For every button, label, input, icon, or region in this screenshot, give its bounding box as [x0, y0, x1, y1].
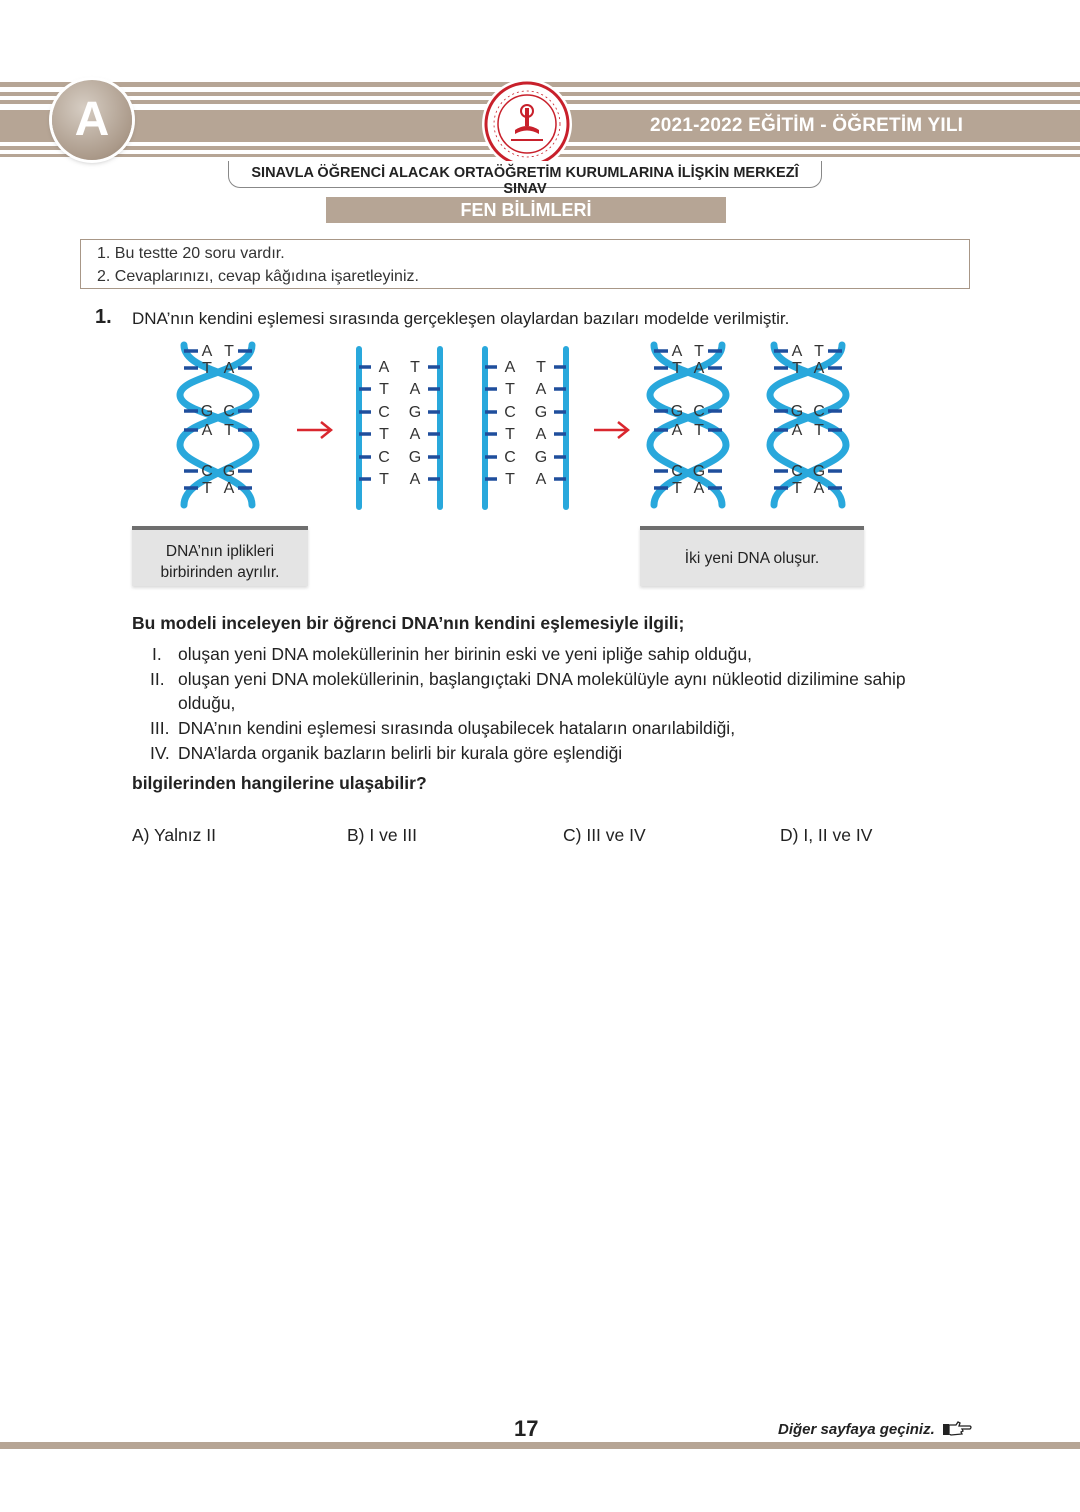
- subject-title: FEN BİLİMLERİ: [460, 200, 592, 220]
- strand-1-base-0: A: [378, 359, 390, 376]
- question-closing: bilgilerinden hangilerine ulaşabilir?: [132, 773, 427, 793]
- item-text-3: DNA’nın kendini eşlemesi sırasında oluşabilecek hataların onarılabildiği,: [178, 718, 736, 738]
- strand-2-base-5: A: [409, 471, 421, 488]
- booklet-letter-badge: [52, 80, 132, 160]
- exam-title-box: [228, 161, 822, 197]
- strand-1-base-5: T: [379, 471, 389, 488]
- strand-4-base-3: A: [535, 426, 547, 443]
- label-left-line1: DNA’nın iplikleri: [165, 543, 275, 560]
- helix-1-base-left-1: T: [202, 360, 212, 377]
- item-text-1: oluşan yeni DNA moleküllerinin her birinin eski ve yeni ipliğe sahip olduğu,: [178, 644, 752, 664]
- helix-3-base-right-2: C: [813, 403, 825, 420]
- instruction-2: 2. Cevaplarınızı, cevap kâğıdına işaretleyiniz.: [97, 268, 419, 285]
- helix-2-base-left-0: A: [671, 343, 683, 360]
- strand-4-base-0: T: [536, 359, 546, 376]
- helix-2-base-left-5: T: [672, 480, 682, 497]
- helix-3-base-left-2: G: [790, 403, 804, 420]
- strand-1-base-1: T: [379, 381, 389, 398]
- helix-2-base-right-1: A: [693, 360, 705, 377]
- school-year: 2021-2022 EĞİTİM - ÖĞRETİM YILI: [650, 115, 964, 136]
- helix-3-base-left-1: T: [792, 360, 802, 377]
- next-page-note: [778, 1421, 972, 1438]
- helix-1-base-left-4: C: [201, 463, 213, 480]
- helix-2-base-left-4: C: [671, 463, 683, 480]
- helix-1-base-left-3: A: [201, 422, 213, 439]
- strand-4-base-2: G: [534, 404, 548, 421]
- option-c[interactable]: C) III ve IV: [563, 825, 646, 845]
- option-a[interactable]: A) Yalnız II: [132, 825, 216, 845]
- strand-2-base-1: A: [409, 381, 421, 398]
- label-left-line2: birbirinden ayrılır.: [160, 564, 280, 581]
- strand-3-base-0: A: [504, 359, 516, 376]
- helix-3-base-right-4: G: [812, 463, 826, 480]
- strand-1-base-4: C: [378, 449, 390, 466]
- subject-banner: [326, 197, 726, 223]
- strand-3-base-5: T: [505, 471, 515, 488]
- next-page-text: Diğer sayfaya geçiniz.: [778, 1421, 935, 1438]
- helix-2-base-right-4: G: [692, 463, 706, 480]
- ministry-logo: [481, 78, 573, 170]
- question-number: 1.: [95, 306, 112, 328]
- strand-1-base-2: C: [378, 404, 390, 421]
- question-text: DNA’nın kendini eşlemesi sırasında gerçekleşen olaylardan bazıları modelde verilmiştir.: [132, 309, 790, 328]
- item-text-2b: olduğu,: [178, 693, 236, 713]
- helix-2-base-right-0: T: [694, 343, 704, 360]
- strand-2-base-3: A: [409, 426, 421, 443]
- helix-2-base-left-3: A: [671, 422, 683, 439]
- strand-3-base-2: C: [504, 404, 516, 421]
- strand-2-base-4: G: [408, 449, 422, 466]
- helix-1-base-right-2: C: [223, 403, 235, 420]
- helix-3-base-left-4: C: [791, 463, 803, 480]
- option-b[interactable]: B) I ve III: [347, 825, 418, 845]
- helix-3-base-right-3: T: [814, 422, 824, 439]
- strand-4-base-1: A: [535, 381, 547, 398]
- footer-band: [0, 1442, 1080, 1449]
- option-d[interactable]: D) I, II ve IV: [780, 825, 873, 845]
- item-num-3: III.: [150, 718, 170, 738]
- label-right: İki yeni DNA oluşur.: [684, 550, 820, 567]
- helix-3-base-left-3: A: [791, 422, 803, 439]
- helix-1-base-right-1: A: [223, 360, 235, 377]
- strand-4-base-4: G: [534, 449, 548, 466]
- strand-2-base-2: G: [408, 404, 422, 421]
- helix-1-base-right-5: A: [223, 480, 235, 497]
- helix-2-base-right-5: A: [693, 480, 705, 497]
- strand-3-base-3: T: [505, 426, 515, 443]
- strand-4-base-5: A: [535, 471, 547, 488]
- item-text-2: oluşan yeni DNA moleküllerinin, başlangıçtaki DNA molekülüyle aynı nükleotid dizilimine sahip: [178, 669, 906, 689]
- helix-1-base-left-2: G: [200, 403, 214, 420]
- booklet-letter: A: [74, 93, 110, 146]
- helix-3-base-right-5: A: [813, 480, 825, 497]
- dna-replication-diagram: [140, 335, 880, 520]
- helix-3-base-right-0: T: [814, 343, 824, 360]
- exam-title: SINAVLA ÖĞRENCİ ALACAK ORTAÖĞRETİM KURUMLARINA İLİŞKİN MERKEZÎ SINAV: [251, 165, 799, 197]
- question-stem: Bu modeli inceleyen bir öğrenci DNA’nın kendini eşlemesiyle ilgili;: [132, 613, 685, 633]
- strand-3-base-4: C: [504, 449, 516, 466]
- pointing-hand-icon: [942, 1421, 972, 1437]
- helix-2-base-left-1: T: [672, 360, 682, 377]
- helix-2-base-left-2: G: [670, 403, 684, 420]
- helix-1-base-right-4: G: [222, 463, 236, 480]
- helix-1-base-left-5: T: [202, 480, 212, 497]
- strand-2-base-0: T: [410, 359, 420, 376]
- helix-1-base-right-0: T: [224, 343, 234, 360]
- helix-2-base-right-2: C: [693, 403, 705, 420]
- helix-3-base-right-1: A: [813, 360, 825, 377]
- item-text-4: DNA’larda organik bazların belirli bir kurala göre eşlendiği: [178, 743, 623, 763]
- item-num-2: II.: [150, 669, 165, 689]
- helix-3-base-left-0: A: [791, 343, 803, 360]
- helix-3-base-left-5: T: [792, 480, 802, 497]
- strand-1-base-3: T: [379, 426, 389, 443]
- helix-2-base-right-3: T: [694, 422, 704, 439]
- item-num-1: I.: [152, 644, 162, 664]
- item-num-4: IV.: [150, 743, 170, 763]
- label-strands-separate: [132, 526, 308, 586]
- instruction-1: 1. Bu testte 20 soru vardır.: [97, 245, 285, 262]
- page-number: 17: [514, 1416, 539, 1441]
- strand-3-base-1: T: [505, 381, 515, 398]
- helix-1-base-left-0: A: [201, 343, 213, 360]
- label-two-new-dna: [640, 526, 864, 586]
- instructions-box: [80, 239, 970, 289]
- helix-1-base-right-3: T: [224, 422, 234, 439]
